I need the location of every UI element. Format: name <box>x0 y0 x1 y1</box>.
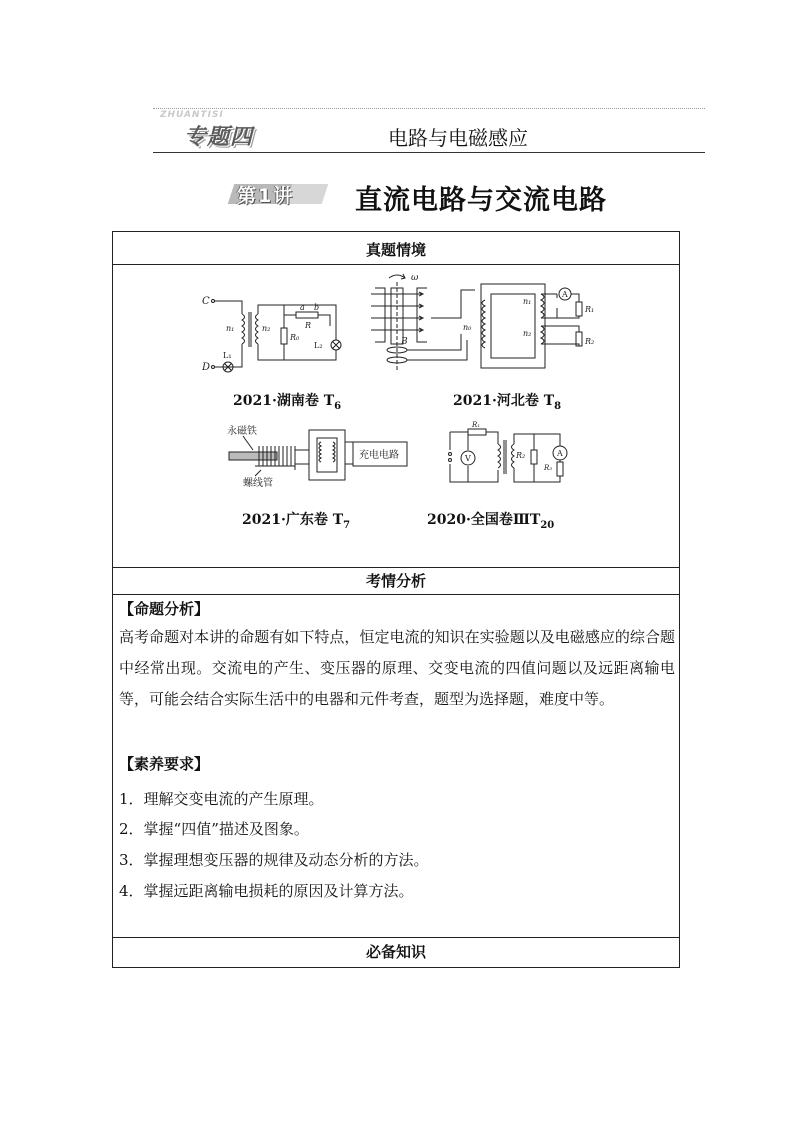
hunan-label-c: C <box>202 296 210 307</box>
lesson-badge-text: 第1讲 <box>237 185 295 207</box>
analysis-paragraph: 高考命题对本讲的命题有如下特点，恒定电流的知识在实验题以及电磁感应的综合题中经常出现。交流电的产生、变压器的原理、交变电流的四值问题以及远距离输电等，可能会结合实际生活中的电器和元件考查，题型为选择题，难度中等。 <box>119 628 675 708</box>
analysis-heading-literacy: 【素养要求】 <box>119 755 210 773</box>
topic-label: 专题四 <box>184 125 254 150</box>
caption-quanguo: 2020·全国卷$ⅢT_{20}$ <box>427 512 555 531</box>
section-heading-analysis: 考情分析 <box>365 572 426 590</box>
hebei-label-r2: R₂ <box>585 337 595 346</box>
hunan-label-r: R <box>305 321 312 330</box>
circuit-figure-hebei <box>365 270 595 382</box>
topic-pinyin: ZHUANTISI <box>160 110 224 120</box>
caption-hunan: 2021·湖南卷 $T_6$ <box>233 393 342 412</box>
row-divider <box>113 937 679 938</box>
lesson-title: 直流电路与交流电路 <box>355 185 607 216</box>
quanguo-label-r3: R₃ <box>544 464 553 472</box>
hunan-label-d: D <box>202 362 211 373</box>
caption-hebei: 2021·河北卷 $T_8$ <box>453 393 562 412</box>
row-divider <box>113 594 679 595</box>
circuit-figure-quanguo <box>438 420 583 494</box>
hebei-label-n0: n₀ <box>463 323 472 332</box>
section-heading-real-questions: 真题情境 <box>365 241 426 259</box>
chapter-title: 电路与电磁感应 <box>388 126 528 150</box>
requirement-item: 4．掌握远距离输电损耗的原因及计算方法。 <box>119 882 414 900</box>
hebei-label-b: B <box>401 337 408 347</box>
requirement-item: 1．理解交变电流的产生原理。 <box>119 790 324 808</box>
hunan-label-b: b <box>314 303 320 312</box>
hunan-label-a: a <box>300 303 305 312</box>
analysis-heading-proposition: 【命题分析】 <box>119 600 210 618</box>
hebei-label-omega: ω <box>411 273 419 283</box>
hunan-label-n1: n₁ <box>226 324 235 333</box>
circuit-figure-hunan <box>198 292 348 377</box>
hebei-label-n1: n₁ <box>523 297 532 306</box>
requirement-item: 3．掌握理想变压器的规律及动态分析的方法。 <box>119 851 429 869</box>
row-divider <box>113 264 679 265</box>
hebei-label-n2: n₂ <box>523 329 532 338</box>
content-table <box>112 231 680 968</box>
row-divider <box>113 567 679 568</box>
header-rule <box>153 152 705 153</box>
hunan-label-l2: L₂ <box>314 341 323 350</box>
guangdong-label-solenoid: 螺线管 <box>243 478 273 489</box>
lesson-badge <box>231 181 323 207</box>
hebei-label-ammeter: A <box>562 290 568 299</box>
header-dotted-rule <box>153 108 705 109</box>
circuit-figure-guangdong <box>225 420 410 492</box>
hebei-label-r1: R₁ <box>585 305 595 314</box>
hunan-label-r0: R₀ <box>290 333 300 342</box>
quanguo-label-voltmeter: V <box>465 454 471 463</box>
hunan-label-l1: L₁ <box>223 351 232 360</box>
caption-guangdong: 2021·广东卷 $T_7$ <box>242 512 351 531</box>
quanguo-label-r1: R₁ <box>472 421 481 429</box>
guangdong-label-magnet: 永磁铁 <box>227 426 257 437</box>
quanguo-label-r2: R₂ <box>516 451 526 460</box>
hunan-label-n2: n₂ <box>262 324 271 333</box>
section-heading-knowledge: 必备知识 <box>365 943 426 961</box>
quanguo-label-ammeter: A <box>557 449 563 458</box>
guangdong-label-charging: 充电电路 <box>359 450 399 461</box>
requirement-item: 2．掌握“四值”描述及图象。 <box>119 820 309 838</box>
